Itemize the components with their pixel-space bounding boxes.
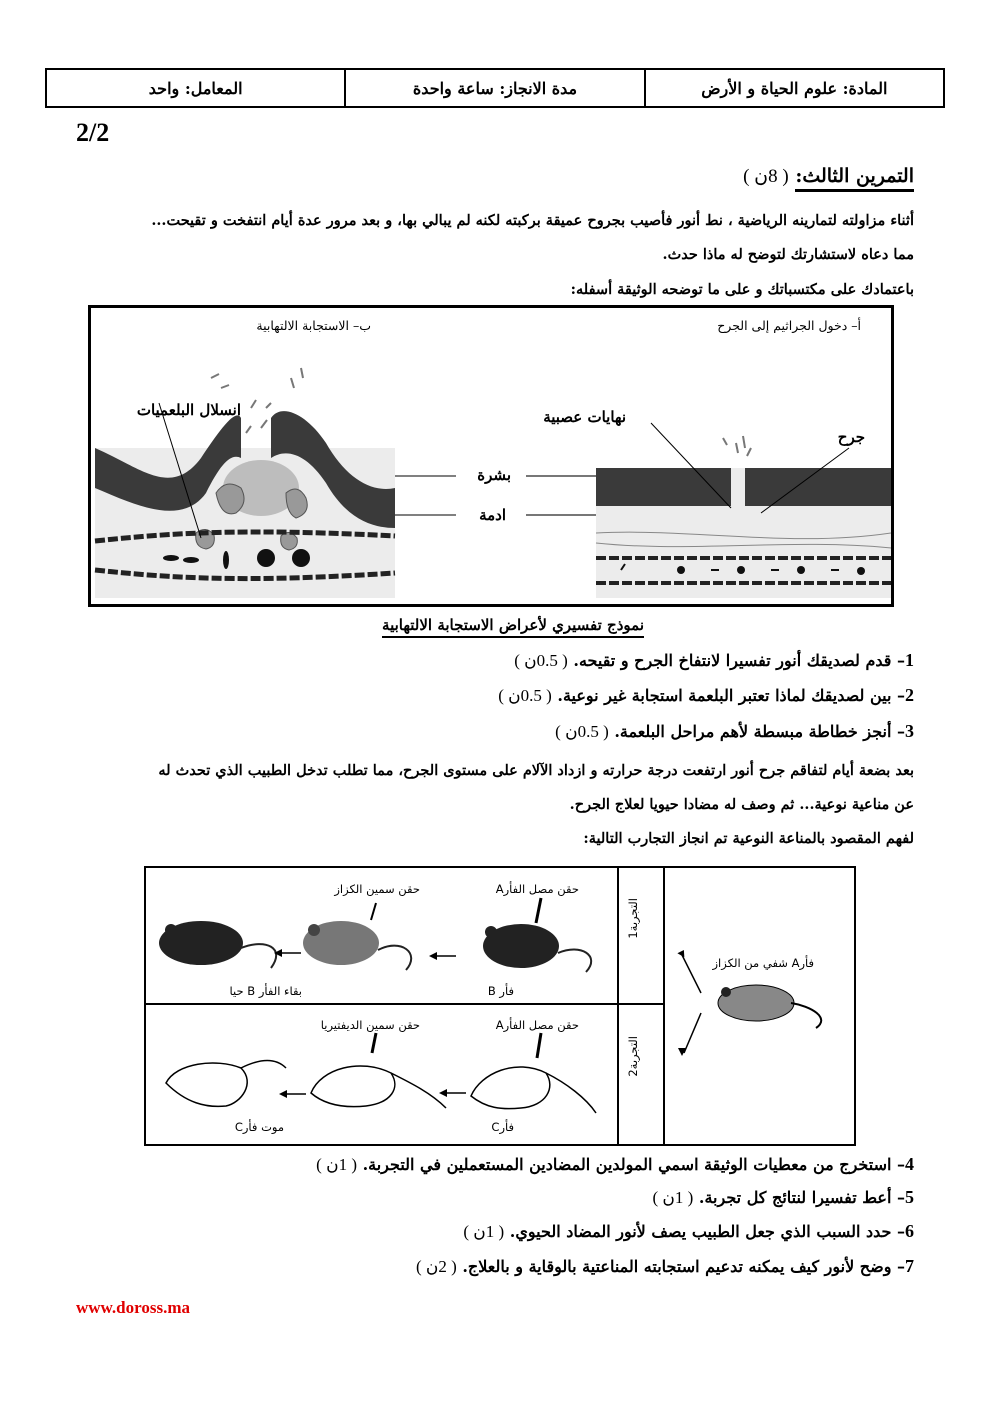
paragraph2-line-1: بعد بضعة أيام لتفاقم جرح أنور ارتفعت درجة حرارته و ازداد الآلام على مستوى الجرح، مما تطلب تدخل الطبيب الذي تحدث له [158, 762, 914, 779]
question-number: 5 [905, 1187, 914, 1207]
question-2 [498, 685, 914, 706]
wound-panel [596, 423, 891, 598]
exercise-points: ( 8ن ) [743, 166, 789, 187]
label-phagocyte-diapedesis: انسلال البلعميات [136, 401, 241, 419]
inflammation-figure [88, 305, 894, 607]
intro-line-1: أثناء مزاولته لتمارينه الرياضية ، نط أنور فأصيب بجروح عميقة بركبته لكنه لم يبالي بها، و بعد مرور عدة أيام انتفخت و تقيحت... [151, 212, 914, 229]
question-text: – حدد السبب الذي جعل الطبيب يصف لأنور المضاد الحيوي. [509, 1222, 905, 1241]
experiments-diagram [146, 868, 854, 1144]
label-wound: جرح [837, 428, 865, 446]
question-4 [316, 1154, 914, 1175]
question-points: ( 1ن ) [316, 1155, 357, 1174]
exercise-title [743, 165, 914, 188]
question-7 [416, 1256, 914, 1277]
mouse-a-label: فأرA شفي من الكزاز [712, 956, 814, 970]
figure1-caption: نموذج تفسيري لأعراض الاستجابة الالتهابية [382, 616, 644, 638]
question-points: ( 0.5ن ) [498, 686, 552, 705]
question-number: 6 [905, 1221, 914, 1241]
page-number: 2/2 [76, 118, 110, 147]
label-germs-entry: أ– دخول الجراثيم إلى الجرح [717, 318, 861, 333]
experiments-figure [144, 866, 856, 1146]
exercise-title-text: التمرين الثالث: [795, 165, 914, 192]
header-table [45, 68, 945, 108]
website-link[interactable]: www.doross.ma [76, 1298, 190, 1317]
question-points: ( 0.5ن ) [555, 722, 609, 741]
question-number: 1 [905, 650, 914, 670]
duration-cell: مدة الانجاز: ساعة واحدة [344, 70, 643, 106]
intro-line-2: مما دعاه لاستشارتك لتوضح له ماذا حدث. [662, 246, 914, 263]
question-text: – وضح لأنور كيف يمكنه تدعيم استجابته المناعتية بالوقاية و بالعلاج. [462, 1257, 905, 1276]
paragraph2-line-2: عن مناعية نوعية... ثم وصف له مضادا حيويا لعلاج الجرح. [569, 796, 914, 813]
label-dermis: ادمة [479, 506, 506, 524]
question-6 [463, 1221, 914, 1242]
question-points: ( 1ن ) [463, 1222, 505, 1241]
question-1 [514, 650, 914, 671]
coefficient-cell: المعامل: واحد [148, 78, 243, 98]
label-epidermis: بشرة [477, 466, 511, 484]
question-5 [653, 1187, 915, 1208]
exp2-inject-toxin: حقن سمين الديفتيريا [320, 1018, 420, 1032]
label-nerve-endings: نهايات عصبية [543, 408, 626, 426]
experiment1-mice [159, 898, 591, 972]
experiment2-mice [166, 1033, 596, 1113]
question-text: – استخرج من معطيات الوثيقة اسمي المولدين المضادين المستعملين في التجربة. [362, 1155, 905, 1174]
paragraph2-line-3: لفهم المقصود بالمناعة النوعية تم انجاز التجارب التالية: [583, 830, 914, 847]
question-text: – أعط تفسيرا لنتائج كل تجربة. [698, 1188, 905, 1207]
question-number: 7 [905, 1256, 914, 1276]
experiment2-label: التجربة2 [626, 1036, 640, 1077]
experiment1-label: التجربة1 [626, 898, 640, 939]
exp1-result: بقاء الفأر B حيا [229, 984, 302, 998]
question-text: – قدم لصديقك أنور تفسيرا لانتفاخ الجرح و تقيحه. [573, 651, 905, 670]
question-points: ( 1ن ) [652, 1188, 694, 1207]
question-points: ( 0.5ن ) [514, 651, 568, 670]
question-number: 3 [905, 721, 914, 741]
exp2-mouse-label: فأرC [491, 1120, 514, 1134]
question-number: 4 [905, 1154, 914, 1174]
question-number: 2 [905, 685, 914, 705]
question-points: ( 2ن ) [415, 1257, 457, 1276]
subject-cell: المادة: علوم الحياة و الأرض [644, 70, 943, 106]
intro-line-3: باعتمادك على مكتسباتك و على ما توضحه الوثيقة أسفله: [570, 281, 914, 298]
question-text: – بين لصديقك لماذا تعتبر البلعمة استجابة غير نوعية. [557, 686, 905, 705]
exp1-mouse-label: فأر B [487, 984, 514, 998]
question-3 [555, 721, 914, 742]
exp2-inject-serum: حقن مصل الفأرA [495, 1018, 579, 1032]
label-inflammatory-response: ب– الاستجابة الالتهابية [256, 318, 371, 333]
inflammation-diagram [91, 308, 891, 604]
exp1-inject-toxin: حقن سمين الكزاز [334, 882, 420, 896]
question-text: – أنجز خطاطة مبسطة لأهم مراحل البلعمة. [614, 722, 905, 741]
exp2-result: موت فأرC [234, 1120, 284, 1134]
exp1-inject-serum: حقن مصل الفأرA [495, 882, 579, 896]
